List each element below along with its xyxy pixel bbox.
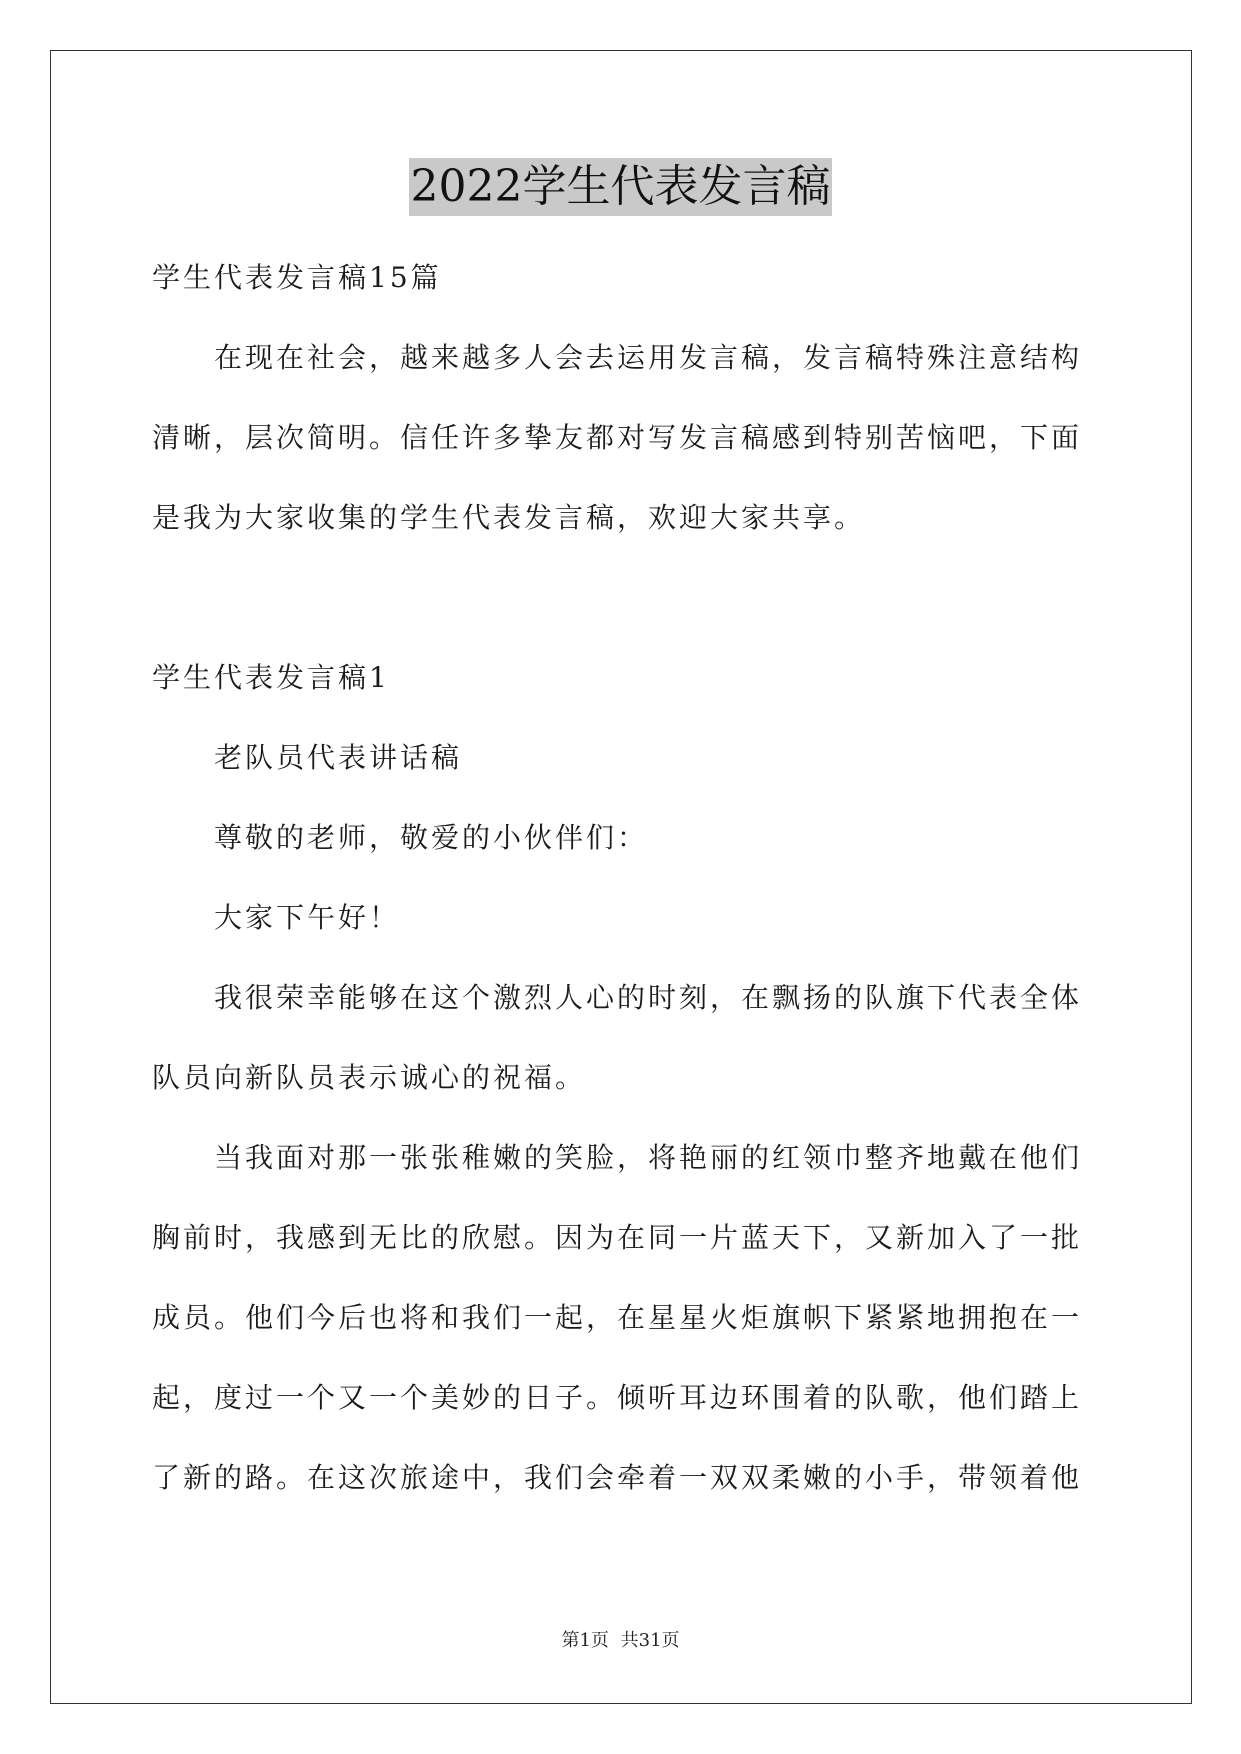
body-paragraph-1: 我很荣幸能够在这个激烈人心的时刻，在飘扬的队旗下代表全体队员向新队员表示诚心的祝福。 <box>152 981 1083 1094</box>
document-title: 2022学生代表发言稿 <box>409 158 833 216</box>
body-paragraph-2: 当我面对那一张张稚嫩的笑脸，将艳丽的红领巾整齐地戴在他们胸前时，我感到无比的欣慰。因为在同一片蓝天下，又新加入了一批成员。他们今后也将和我们一起，在星星火炬旗帜下紧紧地拥抱在一起，度过一个又一个美妙的日子。倾听耳边环围着的队歌，他们踏上了新的路。在这次旅途中，我们会牵着一双双柔嫩的小手，带领着他 <box>152 1141 1083 1494</box>
paragraph-gap <box>152 558 1092 638</box>
page-footer <box>0 1626 1241 1652</box>
document-body <box>152 238 1092 1518</box>
greeting: 大家下午好！ <box>214 901 401 934</box>
section-heading: 学生代表发言稿1 <box>152 661 390 694</box>
salutation: 尊敬的老师，敬爱的小伙伴们： <box>214 821 649 854</box>
page-number: 第1页 <box>561 1630 609 1651</box>
title-container <box>0 158 1241 216</box>
page-total: 共31页 <box>620 1630 680 1651</box>
document-subtitle: 学生代表发言稿15篇 <box>152 261 442 294</box>
speech-title: 老队员代表讲话稿 <box>214 741 463 774</box>
intro-paragraph: 在现在社会，越来越多人会去运用发言稿，发言稿特殊注意结构清晰，层次简明。信任许多挚友都对写发言稿感到特别苦恼吧，下面是我为大家收集的学生代表发言稿，欢迎大家共享。 <box>152 341 1083 534</box>
